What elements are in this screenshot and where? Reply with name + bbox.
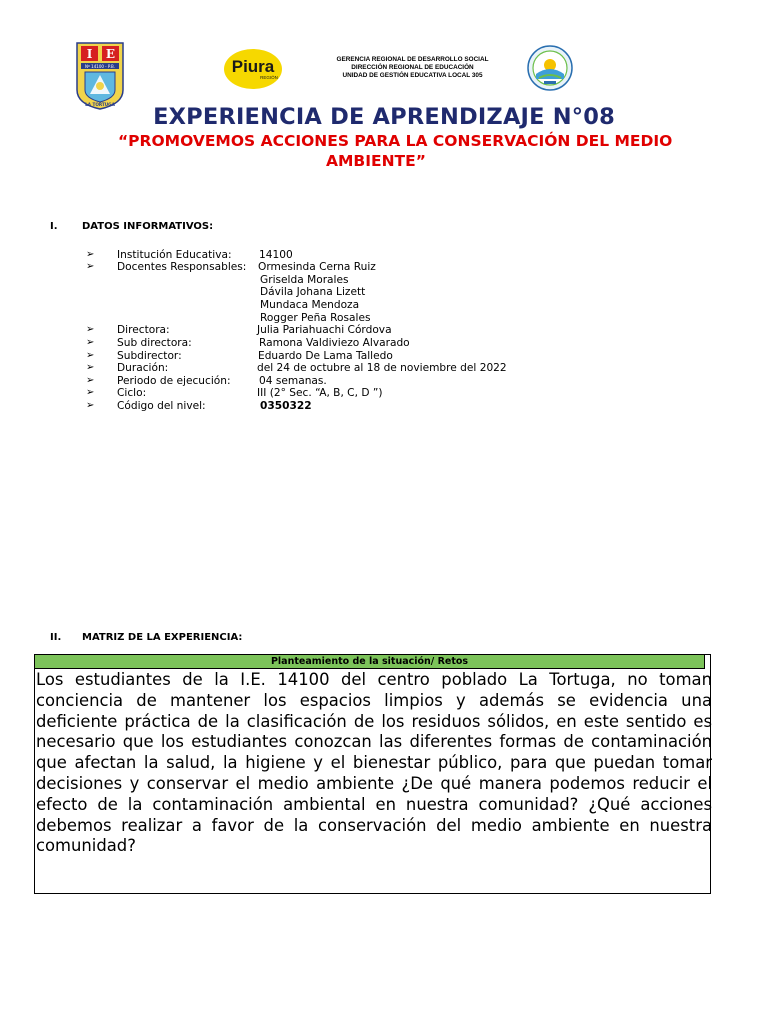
info-label: Directora:: [117, 324, 170, 336]
info-value: III (2° Sec. “A, B, C, D ”): [257, 387, 383, 399]
arrow-bullet-icon: ➢: [86, 387, 95, 398]
info-label: Código del nivel:: [117, 400, 206, 412]
info-value: Ramona Valdiviezo Alvarado: [259, 337, 410, 349]
section-2-number: II.: [50, 632, 62, 643]
info-value: Eduardo De Lama Talledo: [258, 350, 393, 362]
info-value: Ormesinda Cerna Ruiz: [258, 261, 376, 273]
info-value: Griselda Morales: [260, 274, 349, 286]
info-label: Duración:: [117, 362, 169, 374]
info-label: Institución Educativa:: [117, 249, 232, 261]
svg-text:REGIÓN: REGIÓN: [260, 75, 278, 80]
school-logo: [76, 42, 124, 110]
arrow-bullet-icon: ➢: [86, 375, 95, 386]
piura-logo-icon: [222, 47, 284, 91]
piura-region-logo: [222, 47, 284, 91]
gerencia-text-block: [311, 56, 514, 80]
section-2-heading: MATRIZ DE LA EXPERIENCIA:: [82, 632, 243, 643]
subtitle-line-2: AMBIENTE”: [326, 152, 426, 170]
gerencia-line: UNIDAD DE GESTIÓN EDUCATIVA LOCAL 305: [342, 72, 483, 79]
arrow-bullet-icon: ➢: [86, 400, 95, 411]
info-value: 04 semanas.: [259, 375, 327, 387]
info-label: Periodo de ejecución:: [117, 375, 231, 387]
gerencia-line: GERENCIA REGIONAL DE DESARROLLO SOCIAL: [336, 56, 489, 63]
info-value: Julia Pariahuachi Córdova: [257, 324, 392, 336]
arrow-bullet-icon: ➢: [86, 337, 95, 348]
info-value: 0350322: [260, 400, 312, 412]
info-label: Subdirector:: [117, 350, 182, 362]
svg-text:I: I: [86, 47, 93, 61]
experience-matrix-table: [34, 654, 711, 894]
svg-text:LA TORTUGA: LA TORTUGA: [85, 102, 115, 107]
section-1-heading: DATOS INFORMATIVOS:: [82, 221, 214, 232]
arrow-bullet-icon: ➢: [86, 324, 95, 335]
school-crest-icon: [76, 42, 124, 110]
section-1-number: I.: [50, 221, 58, 232]
info-value: 14100: [259, 249, 293, 261]
info-value: Rogger Peña Rosales: [260, 312, 371, 324]
situation-text: Los estudiantes de la I.E. 14100 del centro poblado La Tortuga, no toman conciencia de mantener los espacios limpios y además se evidencia una deficiente práctica de la clasificación de los residuos sólidos, en este sentido es necesario que los estudiantes conozcan las diferentes formas de contaminación que afectan la salud, la higiene y el bienestar público, para que puedan tomar decisiones y conservar el medio ambiente ¿De qué manera podemos reducir el efecto de la contaminación ambiental en nuestra comunidad? ¿Qué acciones debemos realizar a favor de la conservación del medio ambiente en nuestra comunidad?: [36, 670, 712, 856]
arrow-bullet-icon: ➢: [86, 249, 95, 260]
arrow-bullet-icon: ➢: [86, 261, 95, 272]
subtitle-line-1: “PROMOVEMOS ACCIONES PARA LA CONSERVACIÓN DEL MEDIO: [118, 132, 673, 150]
svg-text:Nº 14100 - P.B.: Nº 14100 - P.B.: [85, 64, 115, 69]
ugel-logo: [527, 45, 573, 91]
arrow-bullet-icon: ➢: [86, 362, 95, 373]
svg-text:E: E: [105, 47, 116, 61]
svg-text:Piura: Piura: [231, 57, 275, 76]
info-value: Dávila Johana Lizett: [260, 286, 366, 298]
info-value: del 24 de octubre al 18 de noviembre del 2022: [257, 362, 507, 374]
table-header-cell: Planteamiento de la situación/ Retos: [35, 655, 705, 669]
ugel-seal-icon: [527, 45, 573, 91]
info-value: Mundaca Mendoza: [260, 299, 360, 311]
info-label: Ciclo:: [117, 387, 147, 399]
gerencia-line: DIRECCIÓN REGIONAL DE EDUCACIÓN: [351, 64, 474, 71]
info-label: Sub directora:: [117, 337, 192, 349]
page-title: EXPERIENCIA DE APRENDIZAJE N°08: [153, 104, 615, 130]
arrow-bullet-icon: ➢: [86, 350, 95, 361]
info-label: Docentes Responsables:: [117, 261, 247, 273]
